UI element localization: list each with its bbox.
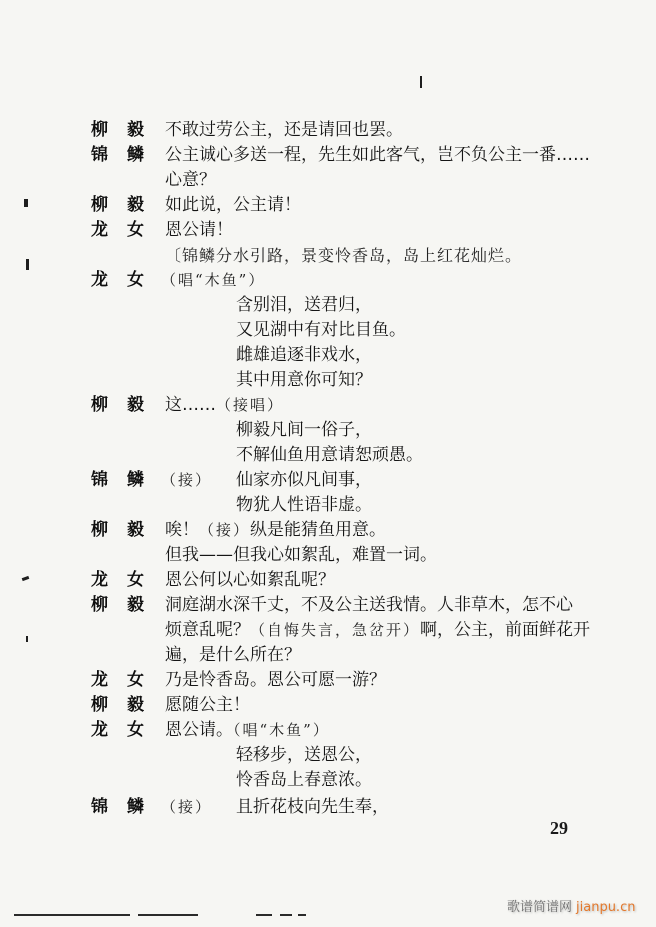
scan-rule	[14, 914, 130, 916]
line-text	[165, 543, 437, 568]
scan-tick-mark	[420, 76, 422, 88]
script-line	[0, 693, 656, 718]
speech-text: 恩公请！	[165, 220, 233, 240]
script-line	[0, 795, 656, 820]
speaker-name: 龙女	[91, 220, 163, 240]
direction-text: （唱“木鱼”）	[161, 271, 266, 289]
script-line	[0, 268, 656, 293]
line-text	[236, 493, 372, 518]
watermark	[507, 896, 635, 915]
scan-rule	[256, 914, 272, 916]
lyric-text: 雌雄追逐非戏水，	[236, 345, 372, 365]
direction-text: （自悔失言，急岔开）	[250, 621, 421, 639]
lyric-text: 物犹人性语非虚。	[236, 495, 372, 515]
line-text	[165, 693, 250, 718]
lyric-line	[0, 293, 656, 318]
line-text	[236, 468, 372, 493]
lyric-line	[0, 768, 656, 793]
speech-text: 洞庭湖水深千丈，不及公主送我情。人非草木，怎不心	[165, 595, 573, 615]
line-text	[165, 143, 590, 168]
line-text	[165, 593, 573, 618]
line-text	[236, 318, 406, 343]
speaker-name: 锦鳞	[91, 797, 163, 817]
line-text	[165, 668, 386, 693]
stage-direction-line	[0, 243, 656, 268]
cue-text: （接）	[161, 471, 213, 489]
script-body	[0, 118, 656, 820]
line-text	[165, 518, 386, 543]
speaker-name: 柳毅	[91, 395, 163, 415]
lyric-text: 怜香岛上春意浓。	[236, 770, 372, 790]
speech-text: 恩公何以心如絮乱呢？	[165, 570, 335, 590]
script-line	[0, 168, 656, 193]
speech-text: 愿随公主！	[165, 695, 250, 715]
line-text	[165, 643, 301, 668]
speech-text: 心意？	[165, 170, 216, 190]
script-line	[0, 118, 656, 143]
lyric-line	[0, 443, 656, 468]
lyric-line	[0, 493, 656, 518]
line-text	[236, 418, 372, 443]
script-line	[0, 643, 656, 668]
speech-text: 恩公请。	[165, 720, 233, 740]
speaker-name: 龙女	[91, 570, 163, 590]
speech-text: 遍，是什么所在？	[165, 645, 301, 665]
speech-text: 啊，公主，前面鲜花开	[420, 620, 591, 640]
line-text	[236, 343, 372, 368]
script-line	[0, 568, 656, 593]
speech-text: 乃是怜香岛。恩公可愿一游？	[165, 670, 386, 690]
lyric-text: 又见湖中有对比目鱼。	[236, 320, 406, 340]
speaker-name: 柳毅	[91, 695, 163, 715]
lyric-text: 其中用意你可知？	[236, 370, 372, 390]
lyric-line	[0, 318, 656, 343]
script-line	[0, 143, 656, 168]
line-text	[165, 243, 522, 269]
direction-text: （接）	[199, 521, 251, 539]
speaker-name: 柳毅	[91, 195, 163, 215]
script-line	[0, 518, 656, 543]
speech-text: 公主诚心多送一程，先生如此客气，岂不负公主一番……	[165, 145, 590, 165]
speech-text: 但我——但我心如絮乱，难置一词。	[165, 545, 437, 565]
speech-text: 这……	[165, 395, 216, 415]
page-number: 29	[550, 818, 568, 838]
speech-text: 烦意乱呢？	[165, 620, 250, 640]
scan-rule	[298, 914, 306, 916]
line-text	[165, 718, 330, 743]
speaker-name: 龙女	[91, 270, 163, 290]
line-text	[236, 293, 372, 318]
speech-text: 如此说，公主请！	[165, 195, 301, 215]
speaker-name: 龙女	[91, 720, 163, 740]
direction-text: （接唱）	[216, 396, 285, 414]
lyric-line	[0, 418, 656, 443]
script-line	[0, 193, 656, 218]
script-line	[0, 468, 656, 493]
line-text	[165, 568, 335, 593]
speaker-name: 柳毅	[91, 520, 163, 540]
speaker-name: 锦鳞	[91, 470, 163, 490]
direction-text: （唱“木鱼”）	[233, 721, 330, 739]
script-line	[0, 218, 656, 243]
line-text	[236, 743, 372, 768]
line-text	[165, 393, 284, 418]
script-line	[0, 668, 656, 693]
lyric-text: 柳毅凡间一俗子，	[236, 420, 372, 440]
lyric-line	[0, 743, 656, 768]
lyric-text: 轻移步，送恩公，	[236, 745, 372, 765]
script-line	[0, 543, 656, 568]
scan-rule	[280, 914, 292, 916]
watermark-domain: jianpu.cn	[576, 900, 636, 915]
line-text	[165, 618, 590, 643]
speech-text: 唉！	[165, 520, 199, 540]
line-text	[161, 268, 265, 293]
lyric-text: 不解仙鱼用意请恕顽愚。	[236, 445, 423, 465]
speech-text: 不敢过劳公主，还是请回也罢。	[165, 120, 403, 140]
line-text	[165, 218, 233, 243]
lyric-text: 且折花枝向先生奉，	[236, 797, 389, 817]
line-text	[236, 768, 372, 793]
speech-text: 纵是能猜鱼用意。	[250, 520, 387, 540]
speaker-name: 龙女	[91, 670, 163, 690]
line-text	[236, 795, 389, 820]
speaker-name: 柳毅	[91, 595, 163, 615]
scan-rule	[138, 914, 198, 916]
speaker-name: 柳毅	[91, 120, 163, 140]
script-line	[0, 718, 656, 743]
stage-direction-text: 〔锦鳞分水引路，景变怜香岛，岛上红花灿烂。	[165, 246, 523, 265]
line-text	[165, 168, 216, 193]
cue-text: （接）	[161, 798, 213, 816]
lyric-text: 仙家亦似凡间事，	[236, 470, 372, 490]
line-text	[165, 118, 403, 143]
lyric-text: 含别泪，送君归，	[236, 295, 372, 315]
script-line	[0, 593, 656, 618]
lyric-line	[0, 343, 656, 368]
line-text	[165, 193, 301, 218]
script-line	[0, 393, 656, 418]
lyric-line	[0, 368, 656, 393]
line-text	[236, 443, 423, 468]
line-text	[236, 368, 372, 393]
script-line	[0, 618, 656, 643]
speaker-name: 锦鳞	[91, 145, 163, 165]
watermark-site-name: 歌谱简谱网	[507, 900, 573, 915]
